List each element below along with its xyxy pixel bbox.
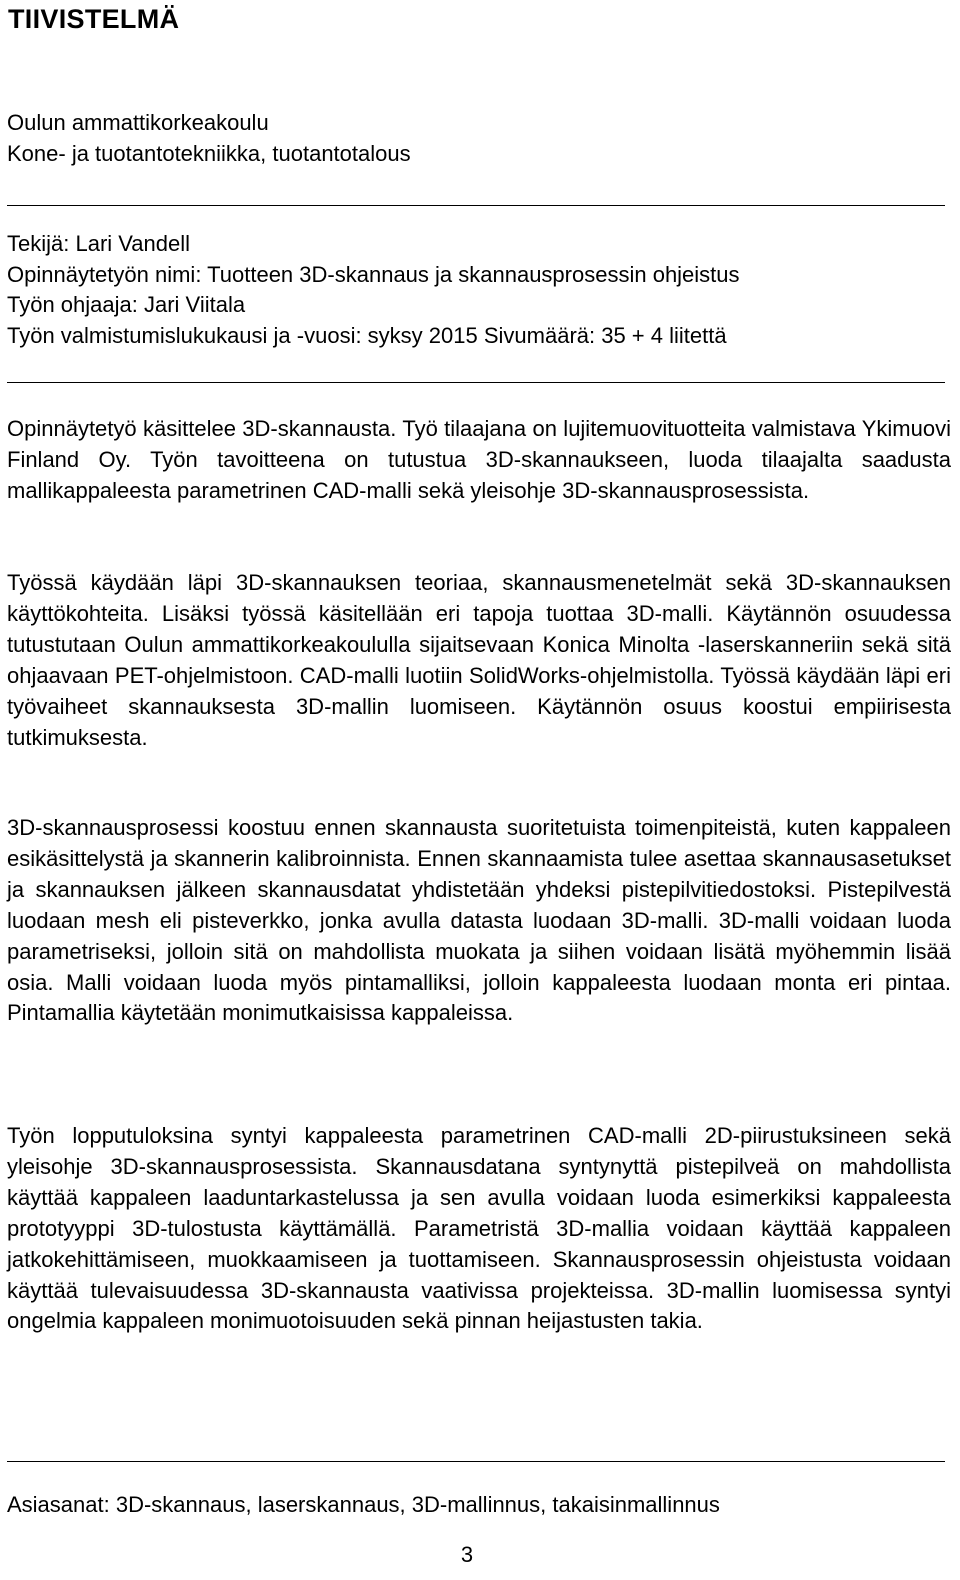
divider bbox=[7, 205, 945, 206]
keywords: Asiasanat: 3D-skannaus, laserskannaus, 3D-mallinnus, takaisinmallinnus bbox=[7, 1492, 720, 1517]
author: Tekijä: Lari Vandell bbox=[7, 231, 191, 256]
divider bbox=[7, 382, 945, 383]
divider bbox=[7, 1461, 945, 1462]
thesis-name: Opinnäytetyön nimi: Tuotteen 3D-skannaus ja skannausprosessin ohjeistus bbox=[7, 261, 740, 287]
abstract-paragraph-4: Työn lopputuloksina syntyi kappaleesta parametrinen CAD-malli 2D-piirustuksineen sekä yleisohje 3D-skannausprosessista. Skannausdatana syntynyttä pistepilveä on mahdollista käyttää kappaleen laaduntarkastelussa ja sen avulla voidaan luoda esimerkiksi kappaleesta prototyyppi 3D-tulostusta käyttämällä. Parametristä 3D-mallia voidaan käyttää kappaleen jatkokehittämiseen, muokkaamiseen ja tuottamiseen. Skannausprosessin ohjeistusta voidaan käyttää tulevaisuudessa 3D-skannausta vaativissa projekteissa. 3D-mallin luomisessa syntyi ongelmia kappaleen monimuotoisuuden sekä pinnan heijastusten takia. bbox=[7, 1123, 951, 1334]
supervisor: Työn ohjaaja: Jari Viitala bbox=[7, 292, 246, 317]
completion-info: Työn valmistumislukukausi ja -vuosi: syksy 2015 Sivumäärä: 35 + 4 liitettä bbox=[7, 322, 727, 348]
abstract-paragraph-1: Opinnäytetyö käsittelee 3D-skannausta. Työ tilaajana on lujitemuovituotteita valmistava Ykimuovi Finland Oy. Työn tavoitteena on tutustua 3D-skannaukseen, luoda tilaajalta saadusta mallikappaleesta parametrinen CAD-malli sekä yleisohje 3D-skannausprosessista. bbox=[7, 416, 951, 503]
abstract-paragraph-2: Työssä käydään läpi 3D-skannauksen teoriaa, skannausmenetelmät sekä 3D-skannauksen käyttökohteita. Lisäksi työssä käsitellään eri tapoja tuottaa 3D-malli. Käytännön osuudessa tutustutaan Oulun ammattikorkeakoululla sijaitsevaan Konica Minolta -laserskanneriin sekä sitä ohjaavaan PET-ohjelmistoon. CAD-malli luotiin SolidWorks-ohjelmistolla. Työssä käydään läpi eri työvaiheet skannauksesta 3D-mallin luomiseen. Käytännön osuus koostui empiirisesta tutkimuksesta. bbox=[7, 570, 951, 750]
institution: Oulun ammattikorkeakoulu bbox=[7, 110, 269, 135]
institution-block bbox=[7, 108, 411, 169]
department: Kone- ja tuotantotekniikka, tuotantotalous bbox=[7, 140, 411, 166]
abstract-paragraph-3: 3D-skannausprosessi koostuu ennen skannausta suoritetuista toimenpiteistä, kuten kappaleen esikäsittelystä ja skannerin kalibroinnista. Ennen skannaamista tulee asettaa skannausasetukset ja skannauksen jälkeen skannausdatat yhdistetään yhdeksi pistepilvitiedostoksi. Pistepilvestä luodaan mesh eli pisteverkko, jonka avulla datasta luodaan 3D-malli. 3D-malli voidaan luoda parametriseksi, jolloin sitä on mahdollista muokata ja siihen voidaan lisätä myöhemmin lisää osia. Malli voidaan luoda myös pintamalliksi, jolloin kappaleesta luodaan monta eri pintaa. Pintamallia käytetään monimutkaisissa kappaleissa. bbox=[7, 815, 951, 1026]
page-number: 3 bbox=[460, 1542, 474, 1567]
document-title: TIIVISTELMÄ bbox=[8, 4, 180, 34]
thesis-info-block bbox=[7, 229, 740, 351]
